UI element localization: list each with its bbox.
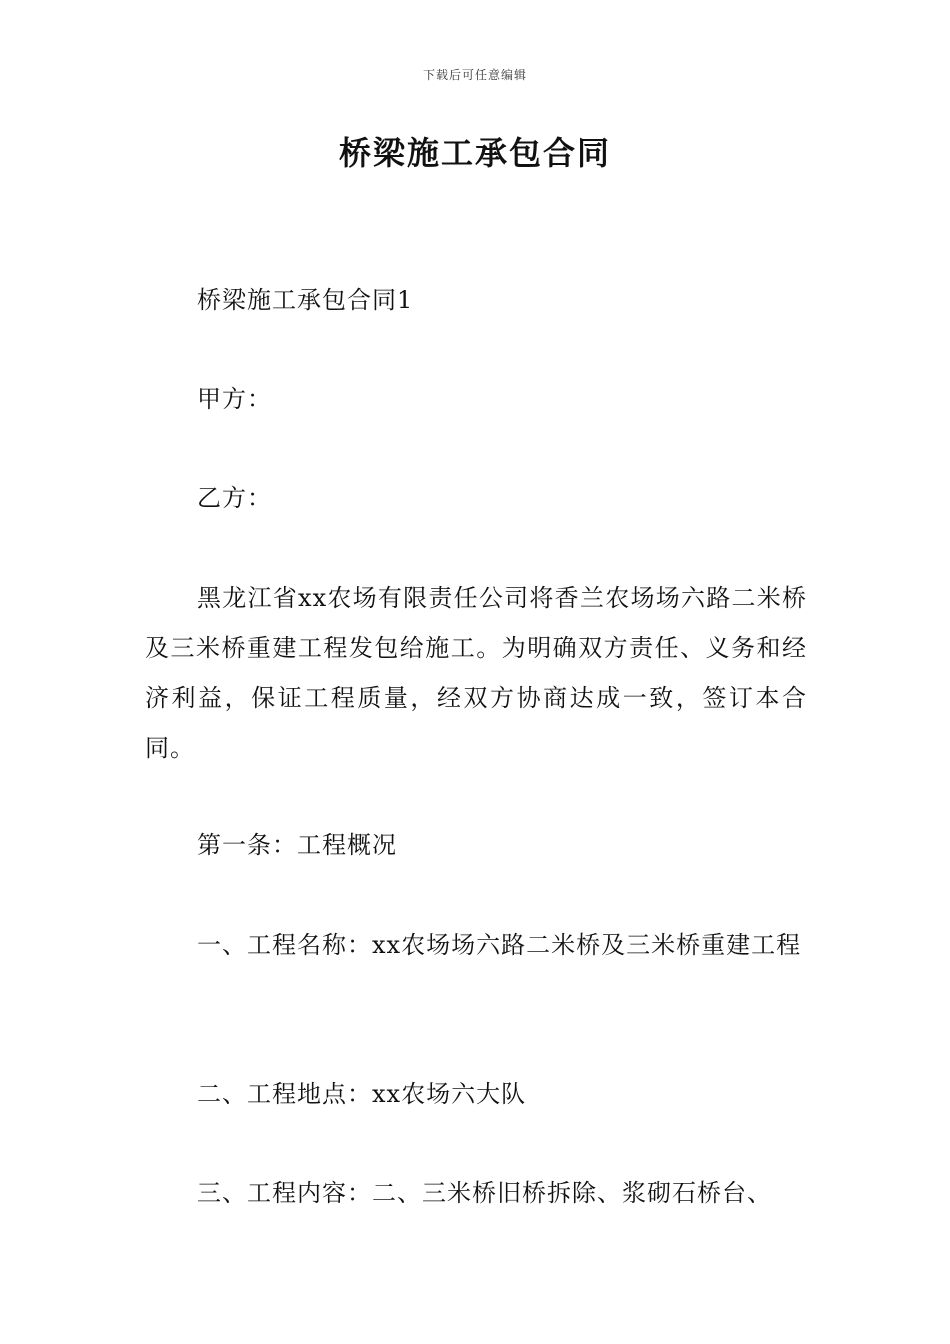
party-b-line: 乙方： bbox=[197, 484, 272, 512]
intro-paragraph: 黑龙江省xx农场有限责任公司将香兰农场场六路二米桥及三米桥重建工程发包给施工。为明确双方责任、义务和经济利益，保证工程质量，经双方协商达成一致，签订本合同。 bbox=[145, 584, 807, 762]
document-title: 桥梁施工承包合同 bbox=[338, 134, 611, 172]
item-project-location: 二、工程地点：xx农场六大队 bbox=[197, 1080, 527, 1108]
item-project-content: 三、工程内容：二、三米桥旧桥拆除、浆砌石桥台、 bbox=[197, 1179, 772, 1207]
party-a-line: 甲方： bbox=[197, 385, 272, 413]
header-note: 下载后可任意编辑 bbox=[422, 68, 527, 82]
article-1-heading: 第一条：工程概况 bbox=[197, 831, 397, 859]
item-project-name: 一、工程名称：xx农场场六路二米桥及三米桥重建工程 bbox=[197, 931, 802, 959]
contract-number-line: 桥梁施工承包合同1 bbox=[197, 286, 414, 314]
